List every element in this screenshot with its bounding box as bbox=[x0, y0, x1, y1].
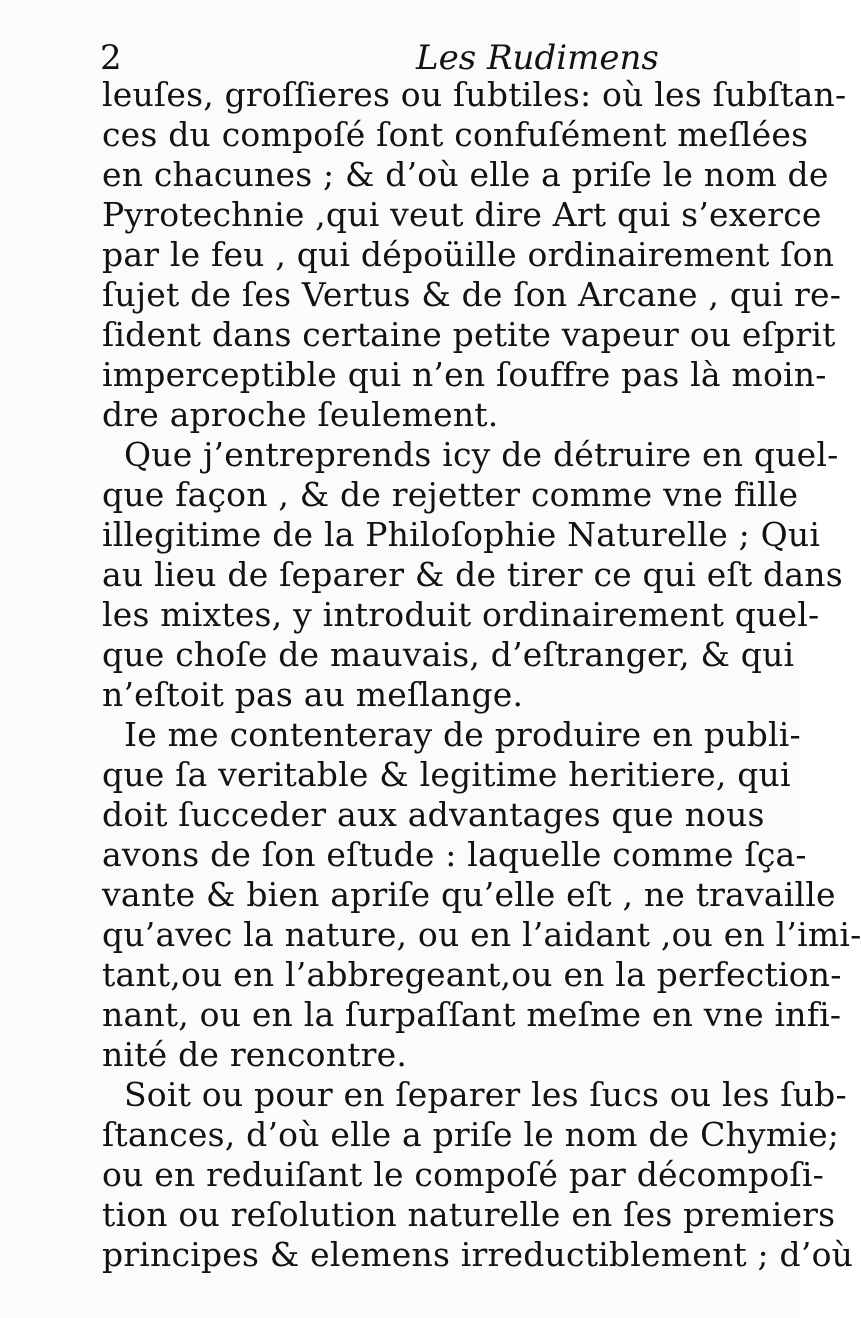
text-line: Ie me contenteray de produire en publi- bbox=[124, 715, 801, 754]
text-line: Pyrotechnie ,qui veut dire Art qui s’exerce bbox=[102, 195, 822, 234]
text-line: que ſa veritable & legitime heritiere, qui bbox=[102, 755, 791, 794]
text-line: par le feu , qui dépoüille ordinairement ſon bbox=[102, 235, 835, 274]
text-line: illegitime de la Philoſophie Naturelle ; Qui bbox=[102, 515, 821, 554]
text-line: ſujet de ſes Vertus & de ſon Arcane , qui re- bbox=[102, 275, 842, 314]
text-line: vante & bien apriſe qu’elle eſt , ne travaille bbox=[102, 875, 836, 914]
running-title: Les Rudimens bbox=[416, 38, 659, 78]
text-line: imperceptible qui n’en ſouffre pas là moin- bbox=[102, 355, 827, 394]
text-line: en chacunes ; & d’où elle a priſe le nom de bbox=[102, 155, 829, 194]
text-line: nité de rencontre. bbox=[102, 1035, 408, 1074]
text-line: dre aproche ſeulement. bbox=[102, 395, 499, 434]
text-line: doit ſucceder aux advantages que nous bbox=[102, 795, 765, 834]
text-line: n’eſtoit pas au meſlange. bbox=[102, 675, 524, 714]
text-line: principes & elemens irreductiblement ; d’où bbox=[102, 1235, 854, 1274]
text-line: ſident dans certaine petite vapeur ou eſprit bbox=[102, 315, 836, 354]
text-line: qu’avec la nature, ou en l’aidant ,ou en l’imi- bbox=[102, 915, 861, 954]
text-line: ces du compoſé ſont confuſément meſlées bbox=[102, 115, 809, 154]
text-line: ou en reduiſant le compoſé par décompoſi- bbox=[102, 1155, 824, 1194]
text-line: tant,ou en l’abbregeant,ou en la perfection- bbox=[102, 955, 842, 994]
body-text bbox=[102, 75, 861, 1275]
page-number: 2 bbox=[100, 38, 122, 78]
text-line: que choſe de mauvais, d’eſtranger, & qui bbox=[102, 635, 795, 674]
text-line: leuſes, groſſieres ou ſubtiles: où les ſubſtan- bbox=[102, 75, 847, 114]
text-line: nant, ou en la ſurpaſſant meſme en vne infi- bbox=[102, 995, 842, 1034]
text-line: les mixtes, y introduit ordinairement quel- bbox=[102, 595, 820, 634]
text-line: que façon , & de rejetter comme vne fille bbox=[102, 475, 799, 514]
text-line: Que j’entreprends icy de détruire en quel- bbox=[124, 435, 839, 474]
text-line: au lieu de ſeparer & de tirer ce qui eſt dans bbox=[102, 555, 843, 594]
text-line: avons de ſon eſtude : laquelle comme ſça- bbox=[102, 835, 807, 874]
text-line: ſtances, d’où elle a priſe le nom de Chymie; bbox=[102, 1115, 840, 1154]
page-header bbox=[100, 38, 760, 78]
text-line: tion ou reſolution naturelle en ſes premiers bbox=[102, 1195, 836, 1234]
text-line: Soit ou pour en ſeparer les ſucs ou les ſub- bbox=[124, 1075, 847, 1114]
